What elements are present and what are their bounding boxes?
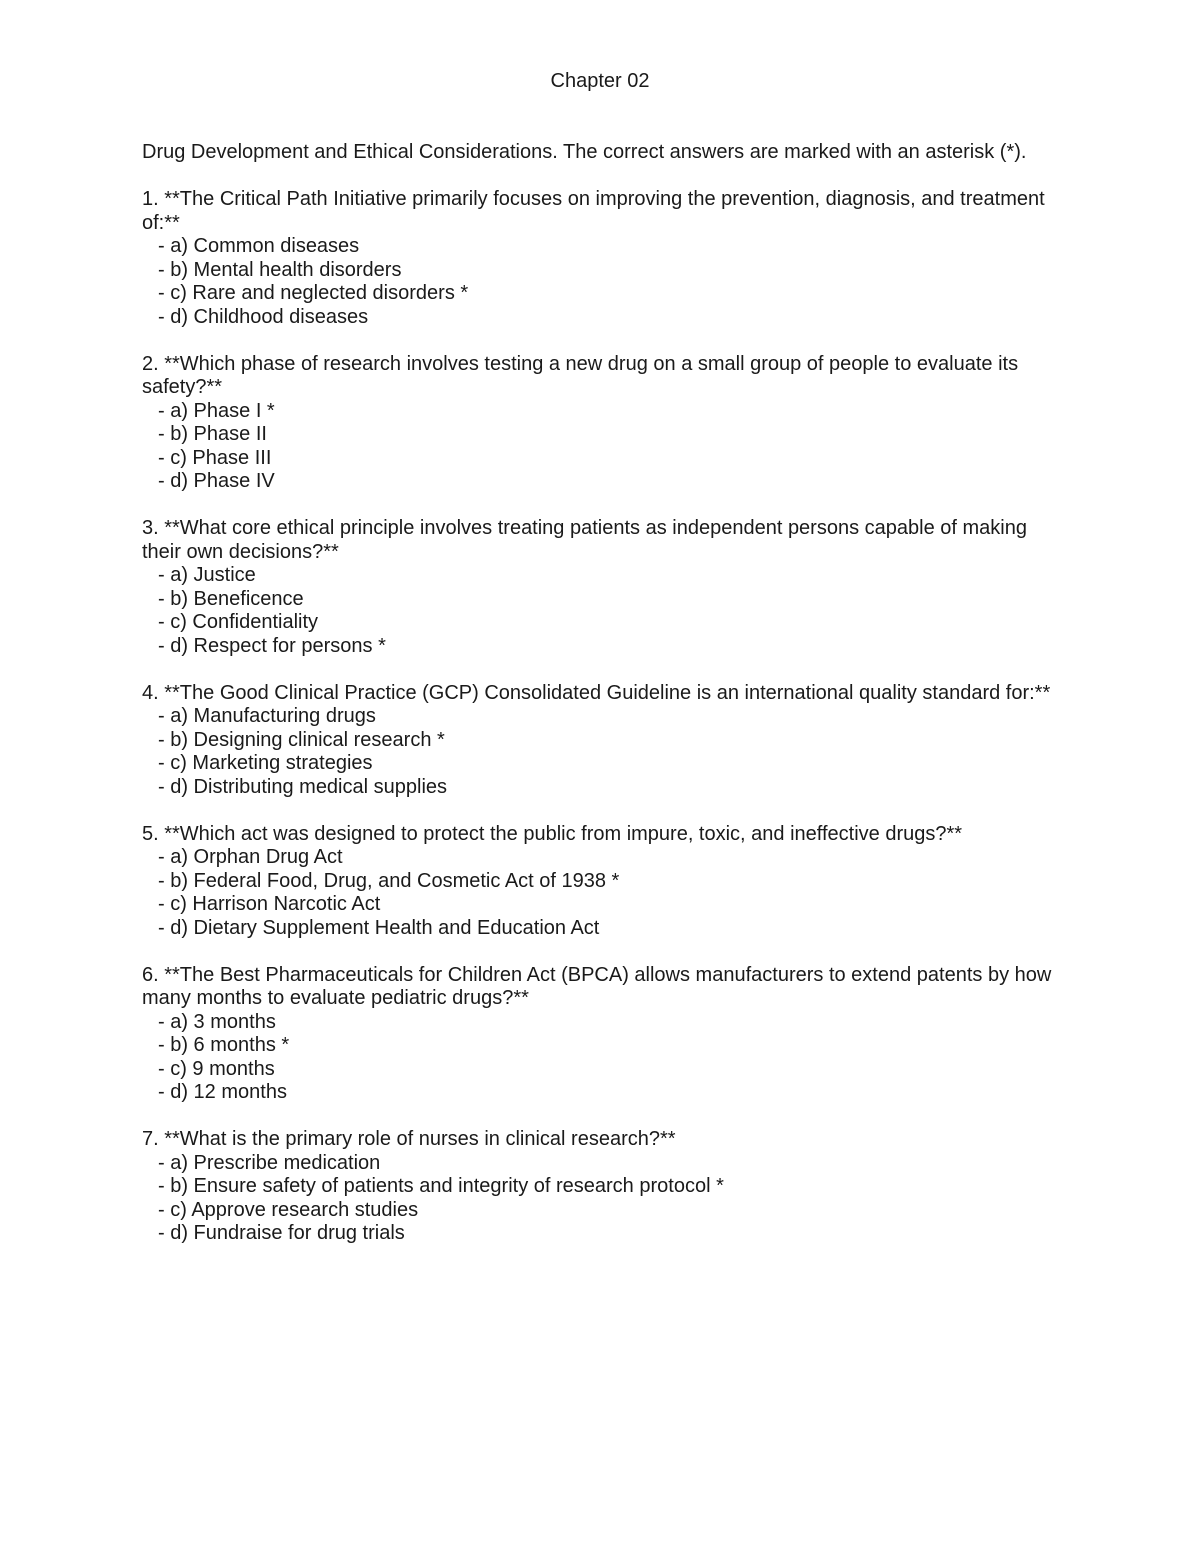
question-3	[142, 517, 1062, 658]
question-list	[142, 188, 1062, 1246]
question-text: 4. **The Good Clinical Practice (GCP) Consolidated Guideline is an international quality standard for:**	[142, 681, 1051, 704]
answer-option: - c) Approve research studies	[158, 1198, 419, 1221]
answer-option: - a) Prescribe medication	[158, 1151, 381, 1174]
question-text: 3. **What core ethical principle involves treating patients as independent persons capable of making their own decisions?**	[142, 517, 1027, 563]
answer-option: - b) Designing clinical research *	[158, 728, 445, 751]
answer-option: - b) 6 months *	[158, 1034, 290, 1056]
question-5	[142, 823, 1062, 941]
answer-option: - a) Justice	[158, 564, 256, 586]
answer-option: - b) Mental health disorders	[158, 258, 402, 281]
answer-option: - d) Distributing medical supplies	[158, 775, 448, 798]
answer-option: - c) Rare and neglected disorders *	[158, 282, 469, 304]
document-body	[142, 141, 1062, 1246]
question-text: 7. **What is the primary role of nurses in clinical research?**	[142, 1128, 676, 1150]
answer-option: - c) Confidentiality	[158, 611, 319, 633]
answer-option: - a) Common diseases	[158, 235, 360, 257]
answer-option: - b) Phase II	[158, 423, 267, 445]
answer-option: - d) Fundraise for drug trials	[158, 1222, 405, 1244]
answer-option: - a) Orphan Drug Act	[158, 846, 343, 868]
answer-option: - a) 3 months	[158, 1010, 276, 1033]
answer-option: - d) Phase IV	[158, 470, 275, 492]
chapter-title: Chapter 02	[550, 70, 650, 92]
question-1	[142, 188, 1062, 329]
answer-option: - d) Respect for persons *	[158, 634, 386, 657]
question-7	[142, 1128, 1062, 1246]
intro-paragraph: Drug Development and Ethical Considerations. The correct answers are marked with an asterisk (*).	[142, 141, 1027, 163]
answer-option: - b) Federal Food, Drug, and Cosmetic Act of 1938 *	[158, 869, 620, 892]
question-4	[142, 682, 1062, 800]
answer-option: - d) Childhood diseases	[158, 305, 369, 328]
answer-option: - a) Phase I *	[158, 399, 275, 422]
question-text: 6. **The Best Pharmaceuticals for Children Act (BPCA) allows manufacturers to extend patents by how many months to evaluate pediatric drugs?**	[142, 963, 1052, 1009]
answer-option: - d) 12 months	[158, 1081, 287, 1103]
answer-option: - d) Dietary Supplement Health and Education Act	[158, 916, 600, 939]
answer-option: - a) Manufacturing drugs	[158, 705, 376, 727]
answer-option: - c) Harrison Narcotic Act	[158, 893, 381, 915]
answer-option: - c) Phase III	[158, 446, 272, 469]
question-text: 1. **The Critical Path Initiative primarily focuses on improving the prevention, diagnosis, and treatment of:**	[142, 188, 1045, 234]
answer-option: - c) Marketing strategies	[158, 752, 373, 774]
question-2	[142, 353, 1062, 494]
answer-option: - b) Beneficence	[158, 587, 304, 610]
question-text: 5. **Which act was designed to protect the public from impure, toxic, and ineffective drugs?**	[142, 822, 963, 845]
answer-option: - c) 9 months	[158, 1057, 275, 1080]
question-6	[142, 964, 1062, 1105]
question-text: 2. **Which phase of research involves testing a new drug on a small group of people to evaluate its safety?**	[142, 352, 1019, 398]
answer-option: - b) Ensure safety of patients and integrity of research protocol *	[158, 1175, 724, 1197]
